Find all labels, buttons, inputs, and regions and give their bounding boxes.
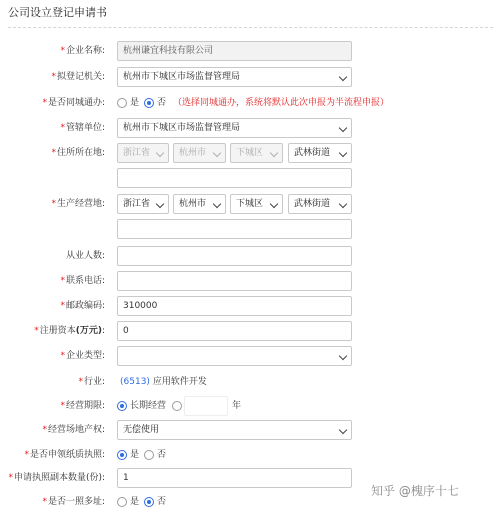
postal-code-input[interactable]: 310000 [117,296,352,316]
multi-address-yes-radio[interactable] [117,497,127,507]
business-address-label: *生产经营地: [51,199,105,209]
same-city-yes-radio[interactable] [117,98,127,108]
business-term-label: *经营期限: [60,401,105,411]
row-industry [0,372,499,392]
license-copies-label: *申请执照副本数量(份): [8,473,105,483]
chevron-down-icon [339,73,347,81]
same-city-hint: （选择同城通办，系统将默认此次申报为半流程申报） [173,98,390,108]
premises-right-label: *经营场地产权: [42,425,105,435]
business-city-select[interactable]: 杭州市 [173,194,226,214]
term-years-unit: 年 [232,401,242,411]
business-district-select[interactable]: 下城区 [230,194,283,214]
registration-authority-select[interactable]: 杭州市下城区市场监督管理局 [117,67,352,87]
premises-right-select[interactable]: 无偿使用 [117,420,352,440]
row-domicile-detail [0,168,499,188]
row-premises-right [0,420,499,440]
business-detail-input[interactable] [117,219,352,239]
row-paper-license [0,445,499,465]
same-city-label: *是否同城通办: [42,98,105,108]
row-company-name [0,41,499,61]
row-registered-capital [0,321,499,341]
license-copies-input[interactable]: 1 [117,468,352,488]
multi-address-label: *是否一照多址: [42,497,105,507]
chevron-down-icon [339,352,347,360]
chevron-down-icon [270,149,278,157]
enterprise-type-select[interactable] [117,346,352,366]
same-city-no-radio[interactable] [144,98,154,108]
row-postal-code [0,296,499,316]
same-city-no-label: 否 [157,98,167,108]
chevron-down-icon [213,149,221,157]
domicile-province-select[interactable]: 浙江省 [117,143,169,163]
chevron-down-icon [156,149,164,157]
paper-license-no-radio[interactable] [144,450,154,460]
paper-license-label: *是否申领纸质执照: [24,450,105,460]
chevron-down-icon [213,200,221,208]
domicile-district-select[interactable]: 下城区 [230,143,283,163]
multi-address-yes-label: 是 [130,497,140,507]
chevron-down-icon [339,149,347,157]
employees-input[interactable] [117,246,352,266]
domicile-street-select[interactable]: 武林街道 [288,143,352,163]
row-supervisor-unit [0,118,499,138]
industry-label: *行业: [78,377,105,387]
chevron-down-icon [156,200,164,208]
phone-label: *联系电话: [60,276,105,286]
row-domicile [0,143,499,163]
employees-label: 从业人数: [65,251,105,261]
multi-address-no-radio[interactable] [144,497,154,507]
domicile-detail-input[interactable] [117,168,352,188]
supervisor-unit-select[interactable]: 杭州市下城区市场监督管理局 [117,118,352,138]
registered-capital-label: *注册资本(万元): [34,326,105,336]
term-years-radio[interactable] [172,401,182,411]
phone-input[interactable] [117,271,352,291]
domicile-city-select[interactable]: 杭州市 [173,143,226,163]
row-enterprise-type [0,346,499,366]
supervisor-unit-label: *管辖单位: [60,123,105,133]
industry-value[interactable]: (6513) 应用软件开发 [120,377,207,387]
watermark: 知乎 @槐序十七 [371,484,459,498]
paper-license-no-label: 否 [157,450,167,460]
term-long-label: 长期经营 [130,401,167,411]
domicile-label: *住所所在地: [51,148,105,158]
postal-code-label: *邮政编码: [60,301,105,311]
row-business-address [0,194,499,214]
page-title: 公司设立登记申请书 [8,6,107,19]
paper-license-yes-label: 是 [130,450,140,460]
enterprise-type-label: *企业类型: [60,351,105,361]
registration-authority-label: *拟登记机关: [51,72,105,82]
row-registration-authority [0,67,499,87]
chevron-down-icon [339,426,347,434]
business-province-select[interactable]: 浙江省 [117,194,169,214]
company-name-label: *企业名称: [60,46,105,56]
row-employees [0,246,499,266]
business-street-select[interactable]: 武林街道 [288,194,352,214]
row-same-city [0,93,499,113]
registered-capital-input[interactable]: 0 [117,321,352,341]
term-years-input[interactable] [184,396,228,416]
term-long-radio[interactable] [117,401,127,411]
chevron-down-icon [339,124,347,132]
row-business-term [0,396,499,416]
chevron-down-icon [270,200,278,208]
chevron-down-icon [339,200,347,208]
same-city-yes-label: 是 [130,98,140,108]
paper-license-yes-radio[interactable] [117,450,127,460]
row-business-detail [0,219,499,239]
multi-address-no-label: 否 [157,497,167,507]
company-name-input[interactable]: 杭州谦宜科技有限公司 [117,41,352,61]
row-phone [0,271,499,291]
